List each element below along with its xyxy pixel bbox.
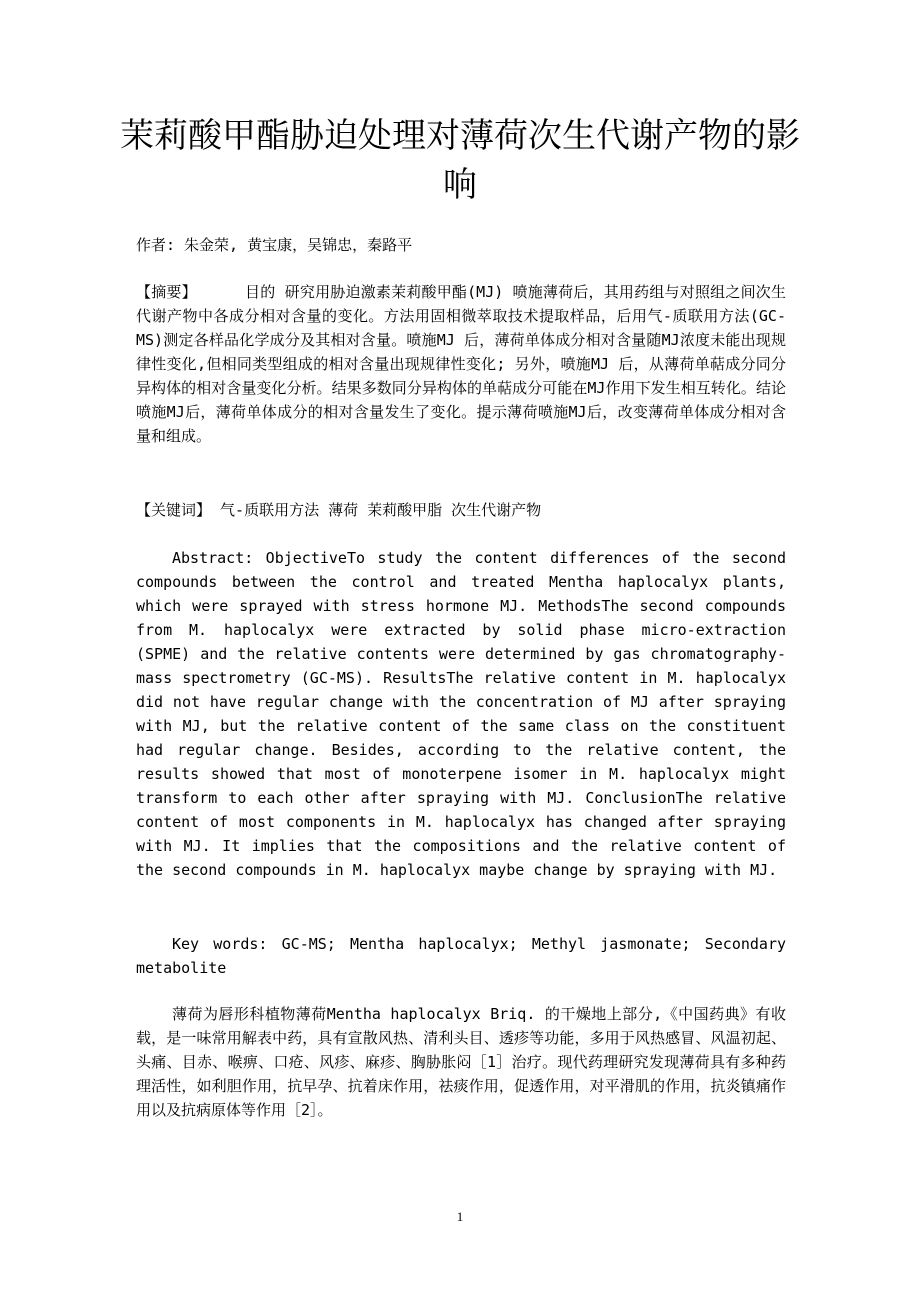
introduction-paragraph: 薄荷为唇形科植物薄荷Mentha haplocalyx Briq. 的干燥地上部分,《中国药典》有收载，是一味常用解表中药，具有宣散风热、清利头目、透疹等功能，多用于风热感冒、风温初起、头痛、目赤、喉痹、口疮、风疹、麻疹、胸胁胀闷［1］治疗。现代药理研究发现薄荷具有多种药理活性，如利胆作用，抗早孕、抗着床作用，祛痰作用，促透作用，对平滑肌的作用，抗炎镇痛作用以及抗病原体等作用［2］。 — [136, 1005, 786, 1119]
chinese-abstract-text: 目的 研究用胁迫激素茉莉酸甲酯(MJ) 喷施薄荷后，其用药组与对照组之间次生代谢产物中各成分相对含量的变化。方法用固相微萃取技术提取样品，后用气-质联用方法(GC-MS)测定各样品化学成分及其相对含量。喷施MJ 后，薄荷单体成分相对含量随MJ浓度未能出现规律性变化,但相同类型组成的相对含量出现规律性变化; 另外，喷施MJ 后，从薄荷单萜成分同分异构体的相对含量变化分析。结果多数同分异构体的单萜成分可能在MJ作用下发生相互转化。结论喷施MJ后，薄荷单体成分的相对含量发生了变化。提示薄荷喷施MJ后，改变薄荷单体成分相对含量和组成。 — [136, 283, 786, 445]
chinese-keywords-text: 气-质联用方法 薄荷 茉莉酸甲脂 次生代谢产物 — [220, 501, 542, 519]
english-abstract: Abstract: ObjectiveTo study the content differences of the second compounds between the control and treated Mentha haplocalyx plants, which were sprayed with stress hormone MJ. MethodsThe second compounds from M. haplocalyx were extracted by solid phase micro-extraction (SPME) and the relative contents were determined by gas chromatography-mass spectrometry (GC-MS). ResultsThe relative content in M. haplocalyx did not have regular change with the concentration of MJ after spraying with MJ, but the relative content of the same class on the constituent had regular change. Besides, according to the relative content, the results showed that most of monoterpene isomer in M. haplocalyx might transform to each other after spraying with MJ. ConclusionThe relative content of most components in M. haplocalyx has changed after spraying with MJ. It implies that the compositions and the relative content of the second compounds in M. haplocalyx maybe change by spraying with MJ. — [136, 549, 786, 879]
chinese-abstract-label: 【摘要】 — [136, 283, 197, 301]
chinese-keywords — [136, 498, 786, 522]
english-keywords: Key words: GC-MS; Mentha haplocalyx; Methyl jasmonate; Secondary metabolite — [136, 935, 786, 977]
chinese-abstract — [136, 280, 786, 448]
paper-title: 茉莉酸甲酯胁迫处理对薄荷次生代谢产物的影响 — [120, 116, 800, 205]
chinese-keywords-label: 【关键词】 — [136, 501, 212, 519]
page-number: 1 — [456, 1209, 464, 1224]
author-list: 作者: 朱金荣, 黄宝康，吴锦忠，秦路平 — [136, 236, 413, 254]
